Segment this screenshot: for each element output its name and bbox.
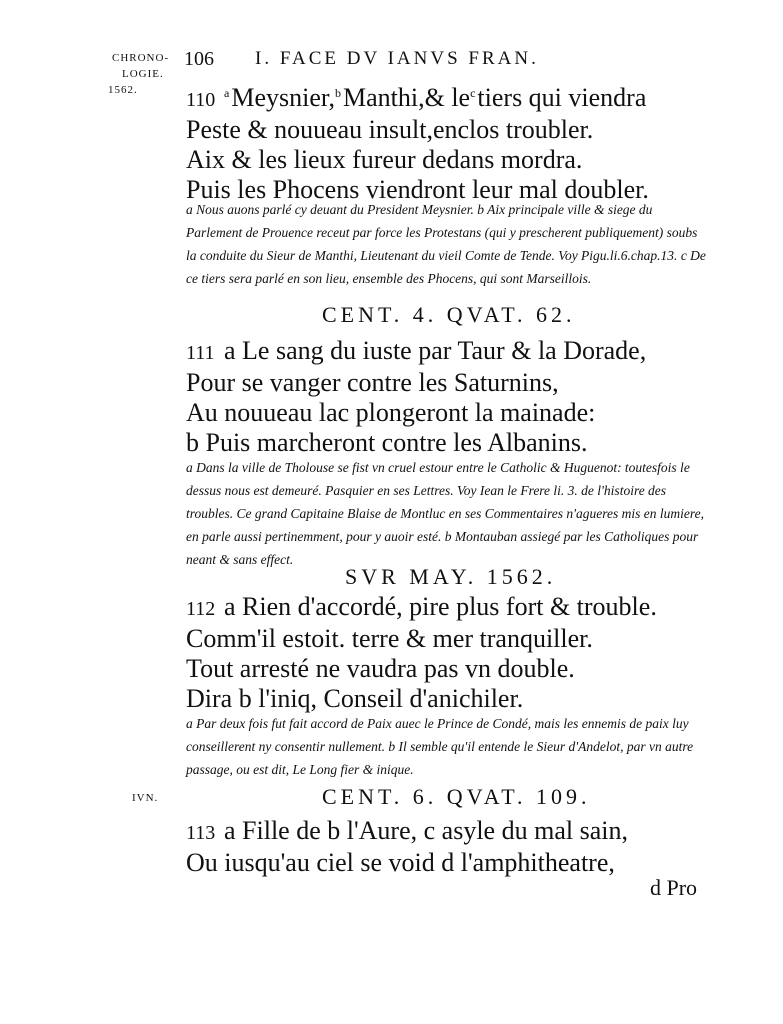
footnote: a Nous auons parlé cy deuant du President Meysnier. [186, 202, 474, 217]
verse-line: Puis les Phocens viendront leur mal doubler. [186, 175, 649, 204]
footnote: b Montauban assiegé par les Catholiques pour neant & sans effect. [186, 529, 699, 567]
verse-line: b Puis marcheront contre les Albanins. [186, 428, 588, 457]
section-heading: SVR MAY. 1562. [345, 564, 557, 589]
page-number: 106 [184, 48, 214, 70]
footnote: c De ce tiers sera parlé en son lieu, ensemble des Phocens, qui sont Marseillois. [186, 248, 706, 286]
quatrain-number: 112 [186, 598, 216, 620]
notes-112 [186, 712, 706, 781]
verse-line: Pour se vanger contre les Saturnins, [186, 368, 559, 397]
verse-line: Peste & nouueau insult,enclos troubler. [186, 115, 594, 144]
margin-iun: IVN. [132, 792, 159, 804]
verse-line: 112 a Rien d'accordé, pire plus fort & trouble. [186, 592, 657, 624]
margin-year: 1562. [108, 84, 138, 96]
quatrain-113 [186, 816, 628, 878]
verse-line: Ou iusqu'au ciel se void d l'amphitheatre, [186, 848, 615, 877]
margin-chrono-line2: LOGIE. [122, 68, 164, 80]
quatrain-110 [186, 78, 649, 205]
quatrain-112 [186, 592, 657, 714]
verse-line: Comm'il estoit. terre & mer tranquiller. [186, 624, 593, 653]
quatrain-number: 111 [186, 342, 215, 364]
quatrain-number: 110 [186, 89, 216, 111]
verse-line: 113 a Fille de b l'Aure, c asyle du mal sain, [186, 816, 628, 848]
verse-line: 111 a Le sang du iuste par Taur & la Dorade, [186, 336, 646, 368]
margin-chronologie [108, 50, 170, 98]
quatrain-111 [186, 336, 646, 458]
footnote: a Dans la ville de Tholouse se fist vn cruel estour entre le Catholic & Huguenot: toutesfois le dessus nous est demeuré. Pasquier en ses Lettres. Voy Iean le Frere li. 3. de l'histoire des troubles. Ce grand Capitaine Blaise de Montluc en ses Commentaires n'agueres mis en lumiere, en parle aussi pertinemment, pour y auoir esté. [186, 460, 704, 544]
notes-110 [186, 198, 706, 290]
margin-chrono-line1: CHRONO- [112, 52, 170, 64]
verse-line: Au nouueau lac plongeront la mainade: [186, 398, 596, 427]
footnote: a Par deux fois fut fait accord de Paix auec le Prince de Condé, mais les ennemis de paix luy conseillerent ny consentir nullement. [186, 716, 689, 754]
quatrain-number: 113 [186, 822, 216, 844]
section-heading: CENT. 4. QVAT. 62. [322, 302, 576, 327]
verse-line: Aix & les lieux fureur dedans mordra. [186, 145, 583, 174]
verse-line: 110 $^a$Meysnier,$^b$Manthi,& $le^ctiers$ qui viendra [186, 78, 649, 115]
verse-line: Tout arresté ne vaudra pas vn double. [186, 654, 575, 683]
footnote: b Aix principale ville & siege du Parlement de Prouence receut par force les Protestans (qui y prescherent publiquement) soubs la conduite du Sieur de Manthi, Lieutenant du vieil Comte de Tende. Voy Pigu.li.6.chap.13. [186, 202, 698, 263]
section-heading: CENT. 6. QVAT. 109. [322, 784, 591, 809]
catchword: d Pro [650, 875, 698, 900]
verse-line: Dira b l'iniq, Conseil d'anichiler. [186, 684, 524, 713]
footnote: b Il semble qu'il entende le Sieur d'Andelot, par vn autre passage, ou est dit, Le Long fier & inique. [186, 739, 694, 777]
running-title: I. FACE DV IANVS FRAN. [255, 48, 539, 69]
notes-111 [186, 456, 706, 571]
